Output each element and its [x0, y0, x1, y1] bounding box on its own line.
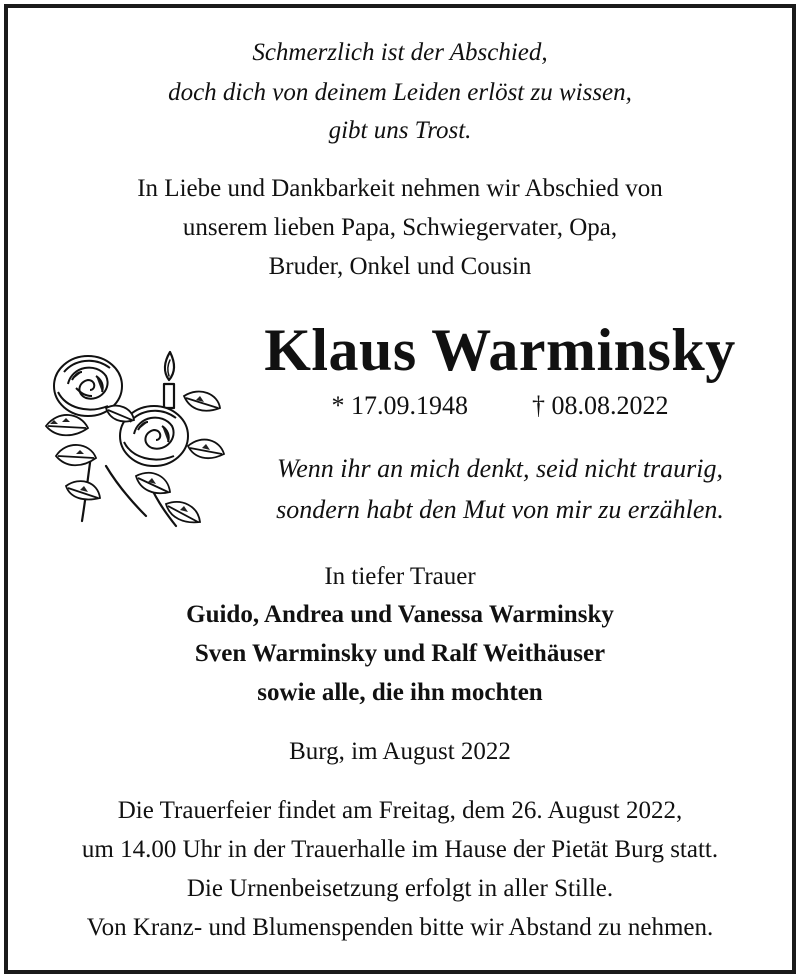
- funeral-info-line: Die Trauerfeier findet am Freitag, dem 26. August 2022,: [117, 797, 683, 824]
- death-date: † 08.08.2022: [532, 391, 669, 420]
- place-date: Burg, im August 2022: [289, 738, 511, 765]
- mourner-line: Guido, Andrea und Vanessa Warminsky: [186, 601, 614, 628]
- intro-text-line: unserem lieben Papa, Schwiegervater, Opa,: [182, 214, 618, 241]
- quote-line: sondern habt den Mut von mir zu erzählen.: [276, 495, 724, 524]
- life-dates: [220, 391, 780, 421]
- mourner-line: Sven Warminsky und Ralf Weithäuser: [194, 640, 606, 667]
- funeral-info-line: Die Urnenbeisetzung erfolgt in aller Stille.: [186, 875, 614, 902]
- obituary-notice: [4, 4, 796, 974]
- intro-verse-line: doch dich von deinem Leiden erlöst zu wissen,: [168, 79, 632, 106]
- birth-date: * 17.09.1948: [331, 391, 468, 420]
- intro-verse-line: gibt uns Trost.: [328, 117, 472, 144]
- mourners-intro: In tiefer Trauer: [324, 563, 476, 590]
- intro-text-line: Bruder, Onkel und Cousin: [268, 253, 532, 280]
- intro-verse-line: Schmerzlich ist der Abschied,: [252, 39, 548, 66]
- roses-and-candle-icon: [36, 336, 226, 531]
- funeral-info-line: Von Kranz- und Blumenspenden bitte wir Abstand zu nehmen.: [86, 914, 714, 941]
- deceased-name: Klaus Warminsky: [264, 317, 736, 383]
- quote-line: Wenn ihr an mich denkt, seid nicht traurig,: [276, 454, 724, 483]
- intro-text-line: In Liebe und Dankbarkeit nehmen wir Abschied von: [137, 175, 663, 202]
- funeral-info-line: um 14.00 Uhr in der Trauerhalle im Hause der Pietät Burg statt.: [81, 836, 719, 863]
- mourner-line: sowie alle, die ihn mochten: [257, 679, 543, 706]
